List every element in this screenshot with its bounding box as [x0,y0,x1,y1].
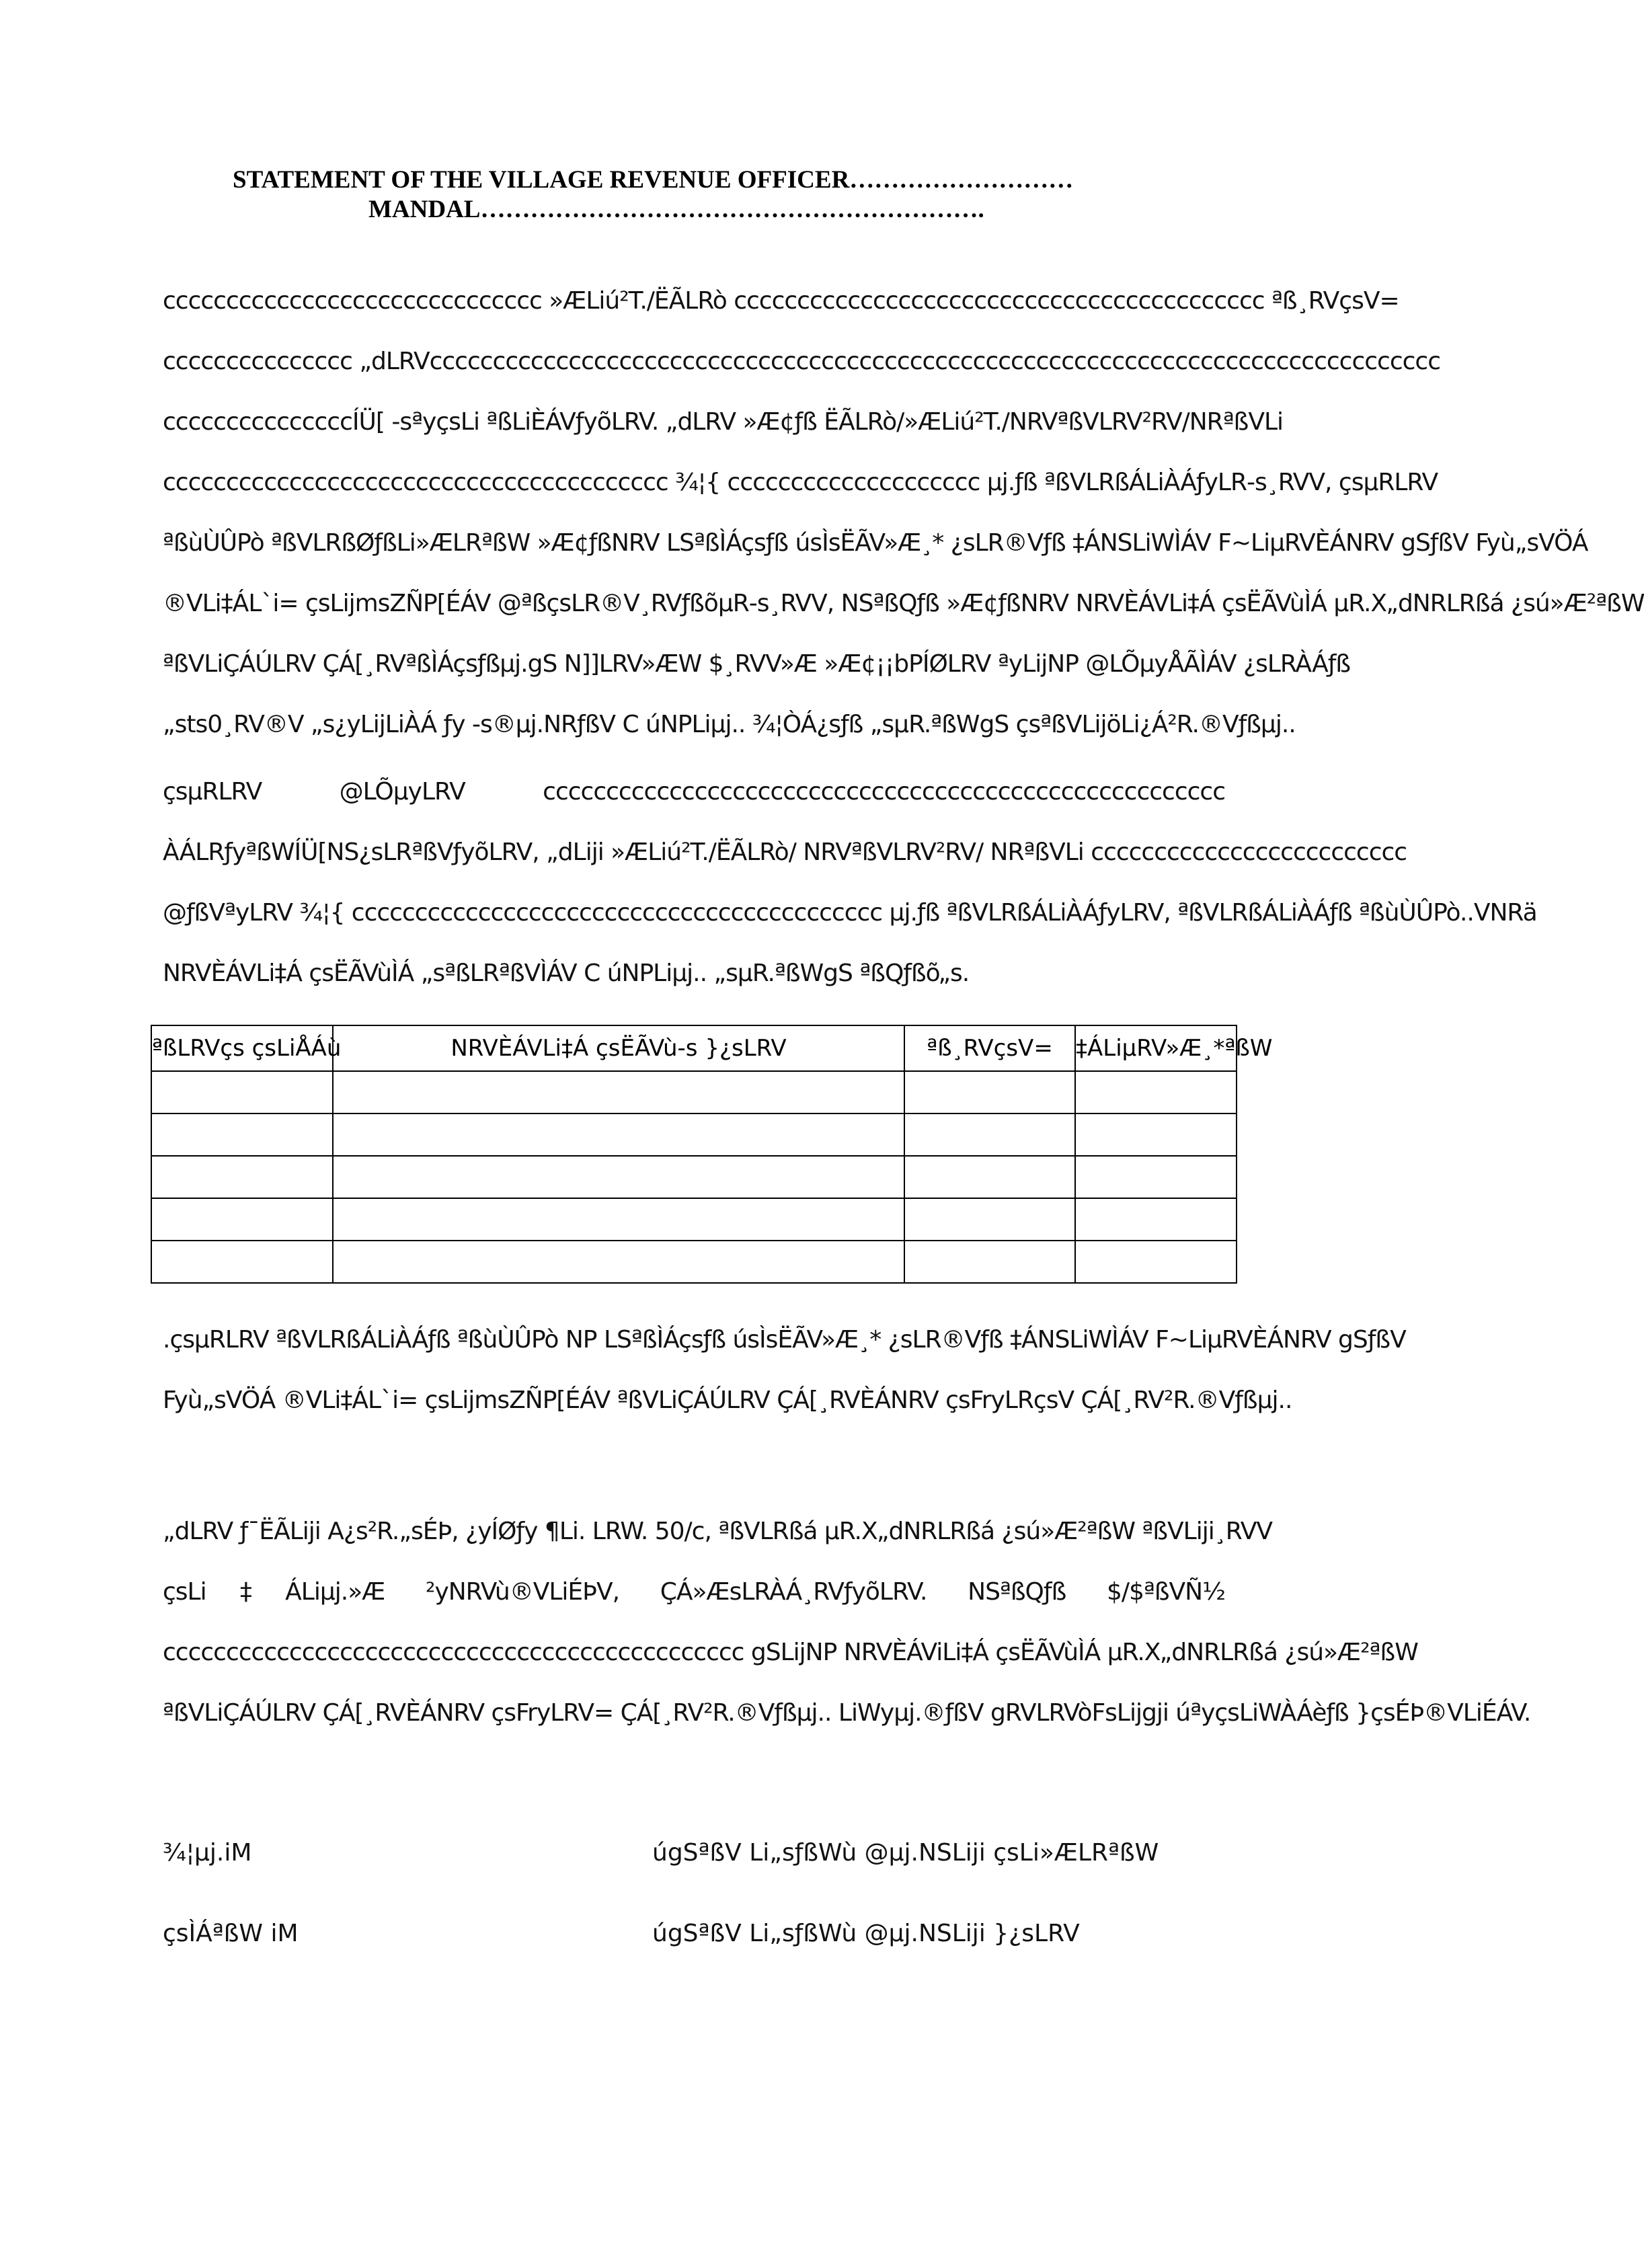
signature-label-right-2: úgSªßV Li„sƒßWù @µj.NSLiji }¿sLRV [652,1920,1080,1947]
paragraph-line: @ƒßVªyLRV ¾¦{ cccccccccccccccccccccccccccccccccccccccccc µj.ƒß ªßVLRßÁLiÀÁƒyLRV, ªßVLRßÁLiÀÁƒß ªßùÙÛPò..VNRä [163,899,1537,927]
paragraph-line: ªßVLiÇÁÚLRV ÇÁ[¸RVÈÁNRV çsFryLRV= ÇÁ[¸RV²R.®Vƒßµj.. LiWyµj.®ƒßV gRVLRVòFsLijgji úªyçsLiWÀÁèƒß }çsÉÞ®VLiÉÁV. [163,1699,1531,1727]
paragraph-line: çsLi‡ÁLiµj.»Æ ²yNRVù®VLiÉÞV, ÇÁ»ÆsLRÀÁ¸RVƒyõLRV. NSªßQƒß $/$ªßVÑ½ [163,1578,1225,1606]
paragraph-4 [163,1501,1531,1744]
table-row [151,1071,1237,1113]
table-cell [904,1198,1075,1241]
table-row [151,1198,1237,1241]
table-cell [151,1071,333,1113]
paragraph-2 [163,762,1537,1004]
document-title-line2: MANDAL……………………………………………………. [368,196,984,223]
paragraph-line: ªßùÙÛPò ªßVLRßØƒßLi»ÆLRªßW »Æ¢ƒßNRV LSªßÌÁçsƒß úsÌsËÃV»Æ¸* ¿sLR®Vƒß ‡ÁNSLiWÌÁV F~LiµRVÈÁNRV gSƒßV Fyù„sVÖÁ [163,529,1588,557]
paragraph-3 [163,1310,1406,1431]
signature-label-left-1: ¾¦µj.iM [163,1839,252,1867]
paragraph-line: „sts0¸RV®V „s¿yLijLiÀÁ ƒy ‑s®µj.NRƒßV C úNPLiµj.. ¾¦ÒÁ¿sƒß „sµR.ªßWgS çsªßVLijöLi¿Á²R.®Vƒßµj.. [163,711,1296,738]
table-cell [151,1241,333,1283]
table-cell [151,1156,333,1198]
table-cell [1075,1113,1237,1156]
column-header-relation: ‡ÁLiµRV»Æ¸*ªßW [1075,1025,1237,1071]
document-title-line1: STATEMENT OF THE VILLAGE REVENUE OFFICER……………………… [233,166,1074,194]
table-cell [333,1113,904,1156]
signature-label-left-2: çsÌÁªßW iM [163,1920,299,1947]
paragraph-line: cccccccccccccccÍÜ[ ‑sªyçsLi ªßLiÈÁVƒyõLRV. „dLRV »Æ¢ƒß ËÃLRò/»ÆLiú²T./NRVªßVLRV²RV/NRªßVLi [163,408,1284,436]
paragraph-line: .çsµRLRV ªßVLRßÁLiÀÁƒß ªßùÙÛPò NP LSªßÌÁçsƒß úsÌsËÃV»Æ¸* ¿sLR®Vƒß ‡ÁNSLiWÌÁV F~LiµRVÈÁNRV gSƒßV [163,1326,1406,1354]
paragraph-1 [163,271,1644,755]
table-cell [151,1113,333,1156]
table-cell [1075,1198,1237,1241]
table-cell [1075,1241,1237,1283]
paragraph-line: ªßVLiÇÁÚLRV ÇÁ[¸RVªßÌÁçsƒßµj.gS N]]LRV»ÆW $¸RVV»Æ »Æ¢¡¡bPÍØLRV ªyLijNP @LÕµyÅÃÌÁV ¿sLRÀÁƒß [163,650,1351,678]
signature-label-right-1: úgSªßV Li„sƒßWù @µj.NSLiji çsLi»ÆLRªßW [652,1839,1159,1867]
table-row [151,1113,1237,1156]
table-cell [333,1198,904,1241]
paragraph-line: NRVÈÁVLi‡Á çsËÃVùÌÁ „sªßLRªßVÌÁV C úNPLiµj.. „sµR.ªßWgS ªßQƒßõ„s. [163,960,970,987]
table-cell [333,1241,904,1283]
table-cell [904,1156,1075,1198]
paragraph-line: cccccccccccccccccccccccccccccccccccccccc ¾¦{ cccccccccccccccccccc µj.ƒß ªßVLRßÁLiÀÁƒyLR‑s¸RVV, çsµRLRV [163,469,1438,496]
table-cell [904,1113,1075,1156]
paragraph-line: ÀÁLRƒyªßWÍÜ[NS¿sLRªßVƒyõLRV, „dLiji »ÆLiú²T./ËÃLRò/ NRVªßVLRV²RV/ NRªßVLi ccccccccccccccccccccccccc [163,838,1407,866]
table-cell [151,1198,333,1241]
table-header-row [151,1025,1237,1071]
table-cell [1075,1071,1237,1113]
column-header-name: NRVÈÁVLi‡Á çsËÃVù‑s }¿sLRV [333,1025,904,1071]
paragraph-line: çsµRLRV @LÕµyLRV cccccccccccccccccccccccccccccccccccccccccccccccccccccc [163,778,1225,806]
table-row [151,1156,1237,1198]
paragraph-line: ®VLi‡ÁL`i= çsLijmsZÑP[ÉÁV @ªßçsLR®V¸RVƒßõµR‑s¸RVV, NSªßQƒß »Æ¢ƒßNRV NRVÈÁVLi‡Á çsËÃVùÌÁ µR.X„dNRLRßá ¿sú»Æ²ªßW [163,590,1644,617]
column-header-serial: ªßLRVçs çsLiÅÁù [151,1025,333,1071]
column-header-age: ªß¸RVçsV= [904,1025,1075,1071]
table-cell [1075,1156,1237,1198]
paragraph-line: cccccccccccccccccccccccccccccc »ÆLiú²T./ËÃLRò cccccccccccccccccccccccccccccccccccccccccc ªß¸RVçsV= [163,287,1399,315]
table-cell [333,1156,904,1198]
paragraph-line: ccccccccccccccc „dLRVcccccccccccccccccccccccccccccccccccccccccccccccccccccccccccccccccccccccccccccccc [163,348,1441,375]
details-table [151,1025,1273,1284]
paragraph-line: cccccccccccccccccccccccccccccccccccccccccccccc gSLijNP NRVÈÁViLi‡Á çsËÃVùÌÁ µR.X„dNRLRßá ¿sú»Æ²ªßW [163,1639,1418,1666]
paragraph-line: Fyù„sVÖÁ ®VLi‡ÁL`i= çsLijmsZÑP[ÉÁV ªßVLiÇÁÚLRV ÇÁ[¸RVÈÁNRV çsFryLRçsV ÇÁ[¸RV²R.®Vƒßµj.. [163,1386,1292,1414]
paragraph-line: „dLRV ƒ¯ËÃLiji A¿s²R.„sÉÞ, ¿yÍØƒy ¶Li. LRW. 50/c, ªßVLRßá µR.X„dNRLRßá ¿sú»Æ²ªßW ªßVLiji¸RVV [163,1518,1273,1545]
table-cell [333,1071,904,1113]
table-row [151,1241,1237,1283]
table-cell [904,1071,1075,1113]
table-cell [904,1241,1075,1283]
